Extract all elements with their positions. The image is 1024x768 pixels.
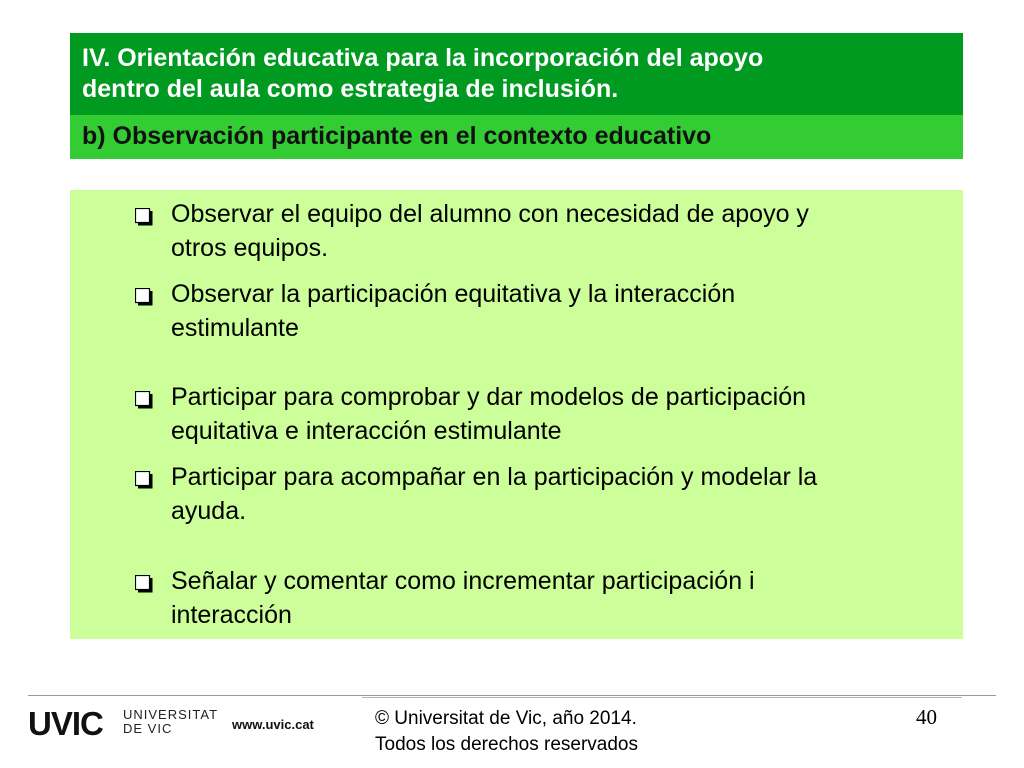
checkbox-bullet-icon — [135, 208, 153, 226]
slide-title-line-1: IV. Orientación educativa para la incorporación del apoyo — [82, 44, 764, 72]
checkbox-bullet-icon — [135, 575, 153, 593]
checkbox-bullet-icon — [135, 391, 153, 409]
bullet-text-line: interacción — [171, 601, 292, 629]
copyright-line: Todos los derechos reservados — [375, 734, 638, 755]
uvic-logo-text: UVIC — [28, 706, 103, 740]
bullet-text-line: estimulante — [171, 314, 299, 342]
checkbox-bullet-icon — [135, 471, 153, 489]
logo-university-line: UNIVERSITAT — [123, 707, 219, 722]
page-number: 40 — [916, 705, 937, 729]
slide-title-line-2: dentro del aula como estrategia de inclusión. — [82, 75, 619, 103]
copyright-notice — [375, 706, 638, 758]
website-link[interactable]: www.uvic.cat — [232, 717, 314, 732]
content-box — [70, 190, 963, 639]
footer-divider — [28, 695, 996, 696]
footer-divider-secondary — [362, 697, 962, 698]
bullet-text-line: ayuda. — [171, 497, 247, 525]
bullet-text-line: equitativa e interacción estimulante — [171, 417, 562, 445]
checkbox-bullet-icon — [135, 288, 153, 306]
bullet-text-line: otros equipos. — [171, 234, 329, 262]
bullet-text-line: Señalar y comentar como incrementar participación i — [171, 567, 755, 595]
slide-subtitle: b) Observación participante en el contexto educativo — [82, 122, 712, 150]
logo-university-name — [123, 708, 218, 736]
logo-university-line: DE VIC — [123, 721, 173, 736]
bullet-text-line: Observar el equipo del alumno con necesidad de apoyo y — [171, 200, 809, 228]
copyright-line: © Universitat de Vic, año 2014. — [375, 708, 637, 729]
bullet-text-line: Participar para acompañar en la participación y modelar la — [171, 463, 818, 491]
uvic-logo — [28, 706, 128, 740]
slide-title-box — [70, 33, 963, 115]
slide-subtitle-box — [70, 115, 963, 159]
bullet-text-line: Observar la participación equitativa y la interacción — [171, 280, 736, 308]
bullet-text-line: Participar para comprobar y dar modelos de participación — [171, 383, 807, 411]
